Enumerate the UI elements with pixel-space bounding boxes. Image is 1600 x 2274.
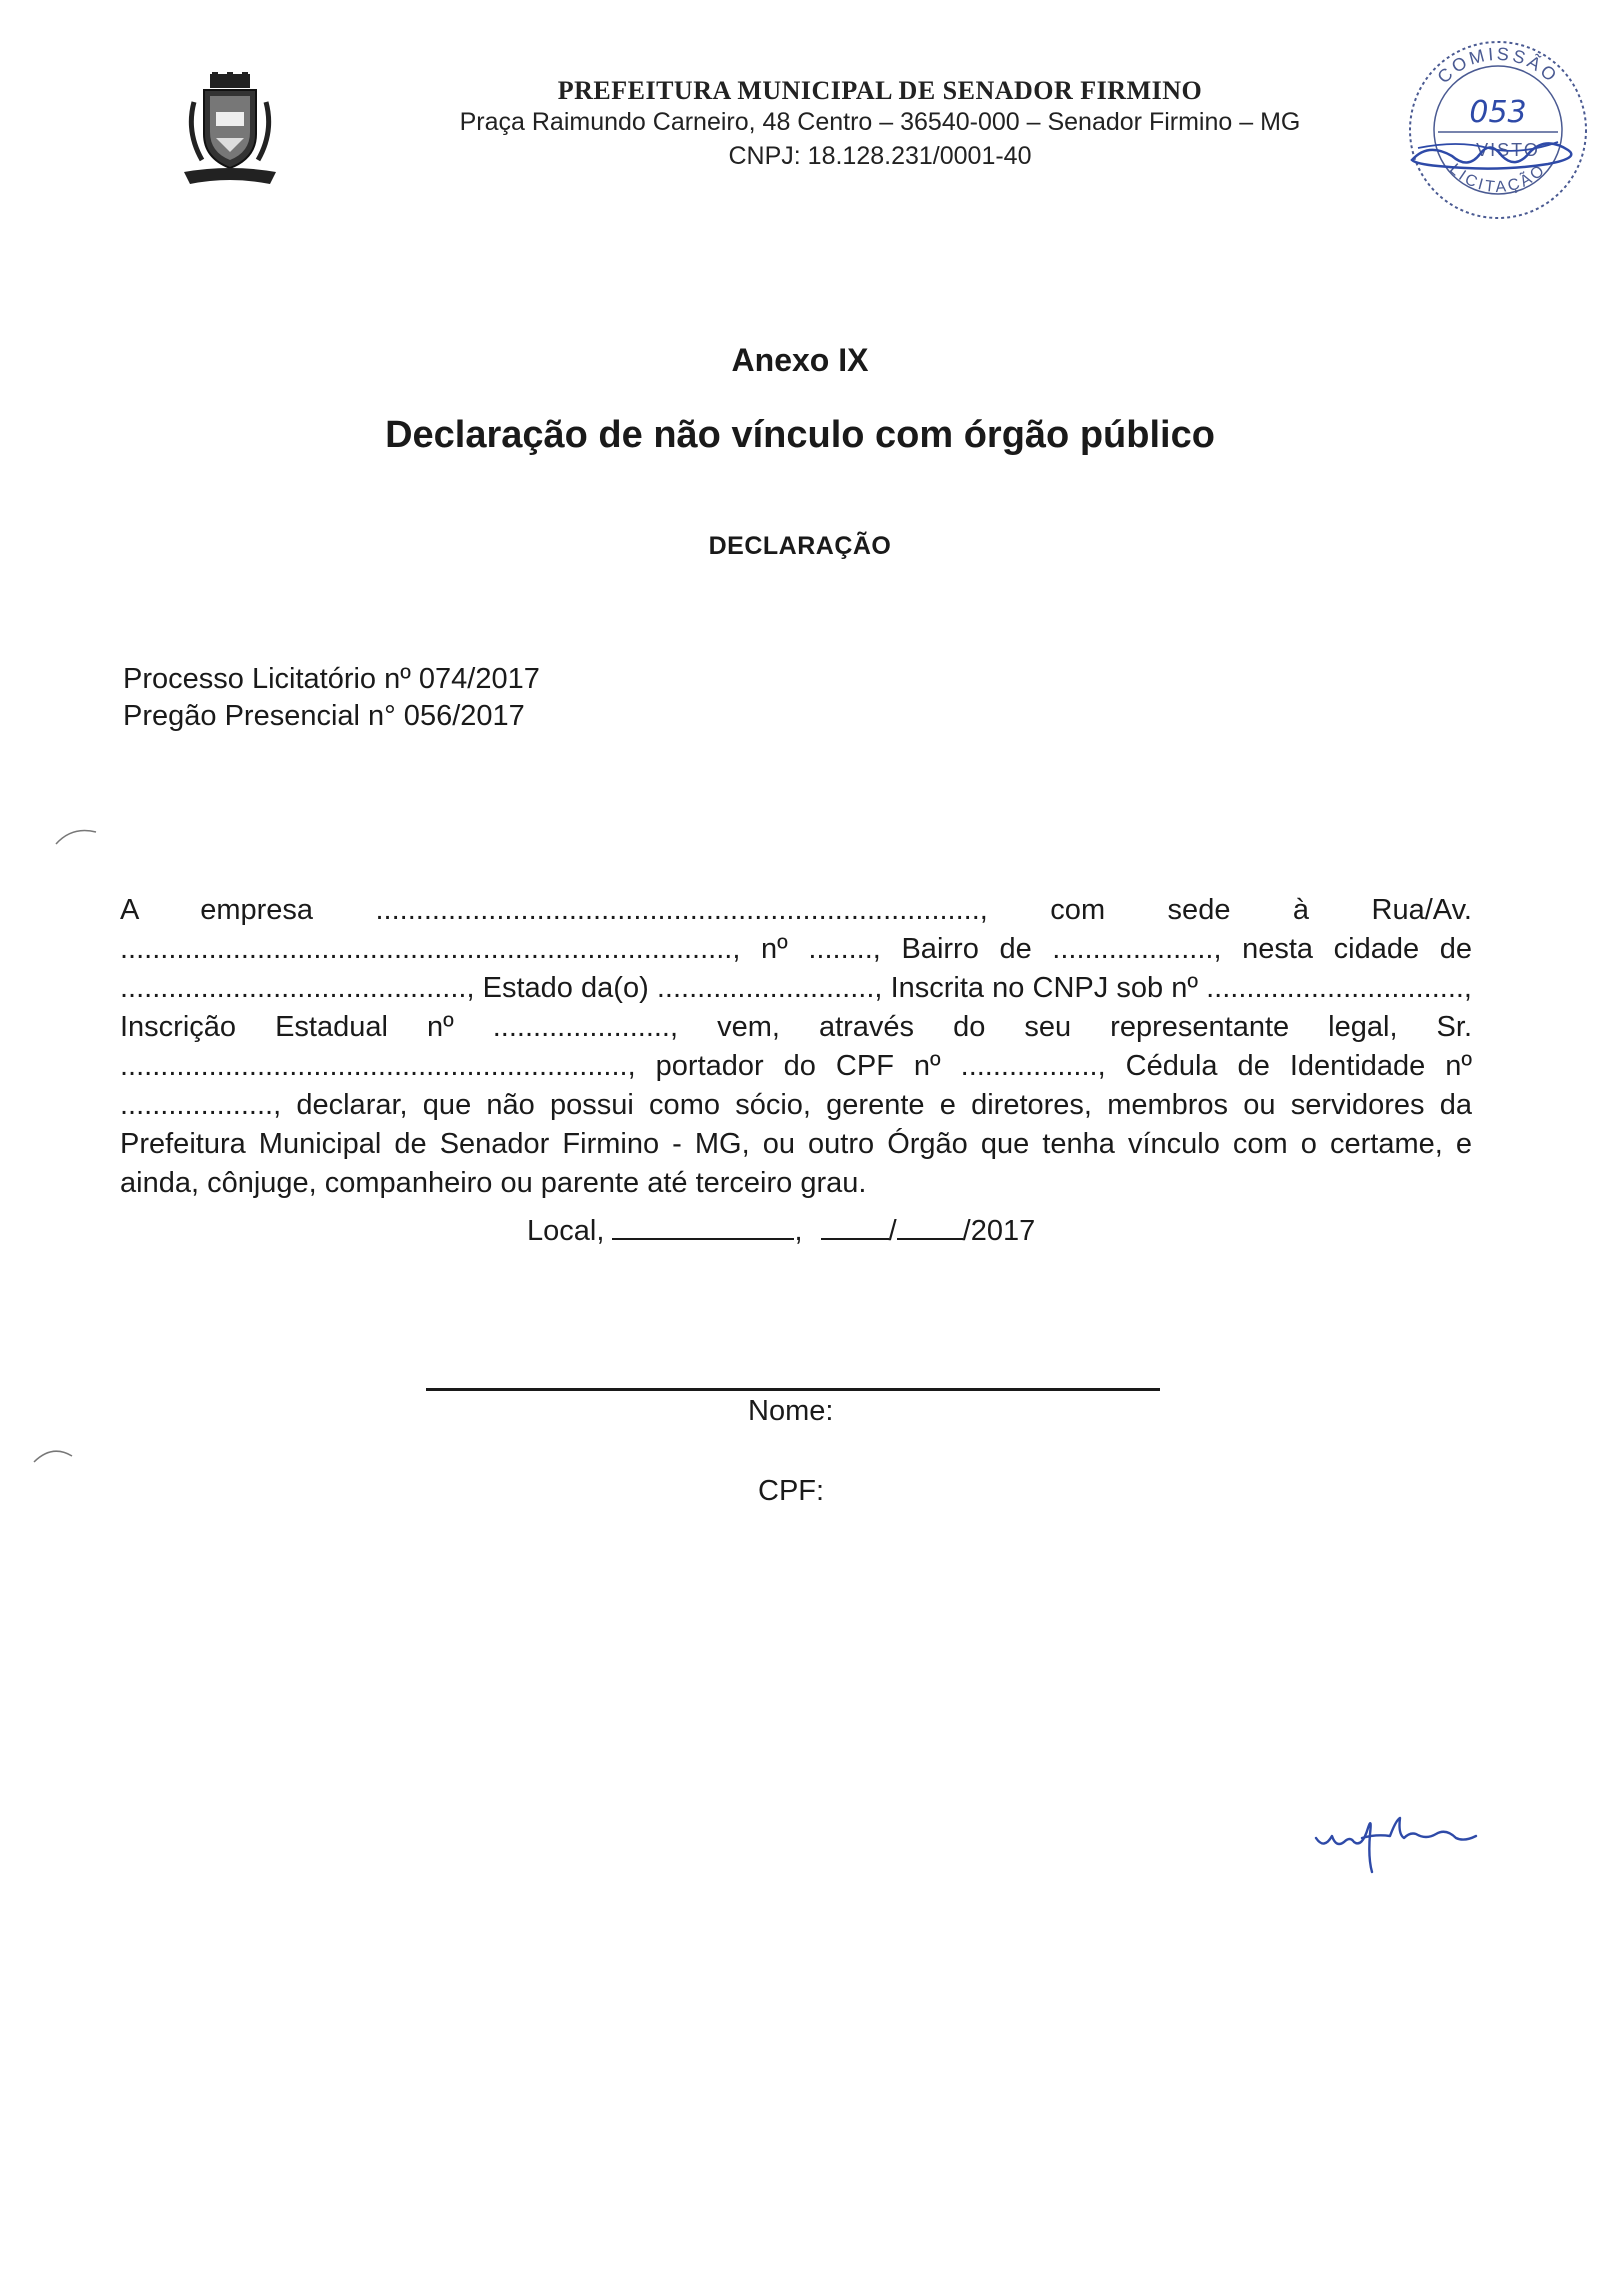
header-cnpj: CNPJ: 18.128.231/0001-40 [728, 142, 1032, 170]
date-separator: / [888, 1215, 897, 1247]
header-address: Praça Raimundo Carneiro, 48 Centro – 36540-000 – Senador Firmino – MG [459, 108, 1301, 136]
local-date-line [527, 1212, 1035, 1248]
local-separator: , [794, 1215, 803, 1247]
margin-mark-icon [30, 1442, 80, 1472]
process-number: Processo Licitatório nº 074/2017 [123, 663, 540, 695]
local-blank [612, 1212, 794, 1240]
cpf-label: CPF: [758, 1475, 825, 1507]
margin-mark-icon [52, 822, 102, 852]
annex-title: Anexo IX [731, 342, 869, 378]
local-label: Local, [527, 1215, 605, 1247]
stamp-bottom-text: LICITAÇÃO [1446, 160, 1550, 197]
commission-stamp [1398, 30, 1598, 230]
month-blank [897, 1212, 963, 1240]
year-text: /2017 [962, 1215, 1036, 1247]
name-label: Nome: [748, 1395, 834, 1427]
declaration-body: A empresa ..........................................................................., com sede à Rua/Av. ............................................................................, nº ........, Bairro de ...................., nesta cidade de ..........................................., Estado da(o) ..........................., Inscrita no CNPJ sob nº ................................, Inscrição Estadual nº ......................, vem, através do seu representante legal, Sr. ..............................................................., portador do CPF nº ................., Cédula de Identidade nº ..................., declarar, que não possui como sócio, gerente e diretores, membros ou servidores da Prefeitura Municipal de Senador Firmino - MG, ou outro Órgão que tenha vínculo com o certame, e ainda, cônjuge, companheiro ou parente até terceiro grau. [120, 894, 1472, 1199]
stamp-number: 053 [1469, 95, 1527, 130]
day-blank [821, 1212, 889, 1240]
page-title: Declaração de não vínculo com órgão público [385, 414, 1215, 456]
header-organization: PREFEITURA MUNICIPAL DE SENADOR FIRMINO [557, 76, 1203, 105]
handwritten-signature [1310, 1798, 1480, 1878]
coat-of-arms-icon [180, 72, 280, 190]
stamp-top-text: COMISSÃO [1433, 43, 1563, 88]
stamp-visto: VISTO [1476, 140, 1540, 160]
pregao-number: Pregão Presencial n° 056/2017 [123, 700, 525, 732]
signature-line [426, 1388, 1160, 1391]
declaration-heading: DECLARAÇÃO [708, 532, 892, 560]
